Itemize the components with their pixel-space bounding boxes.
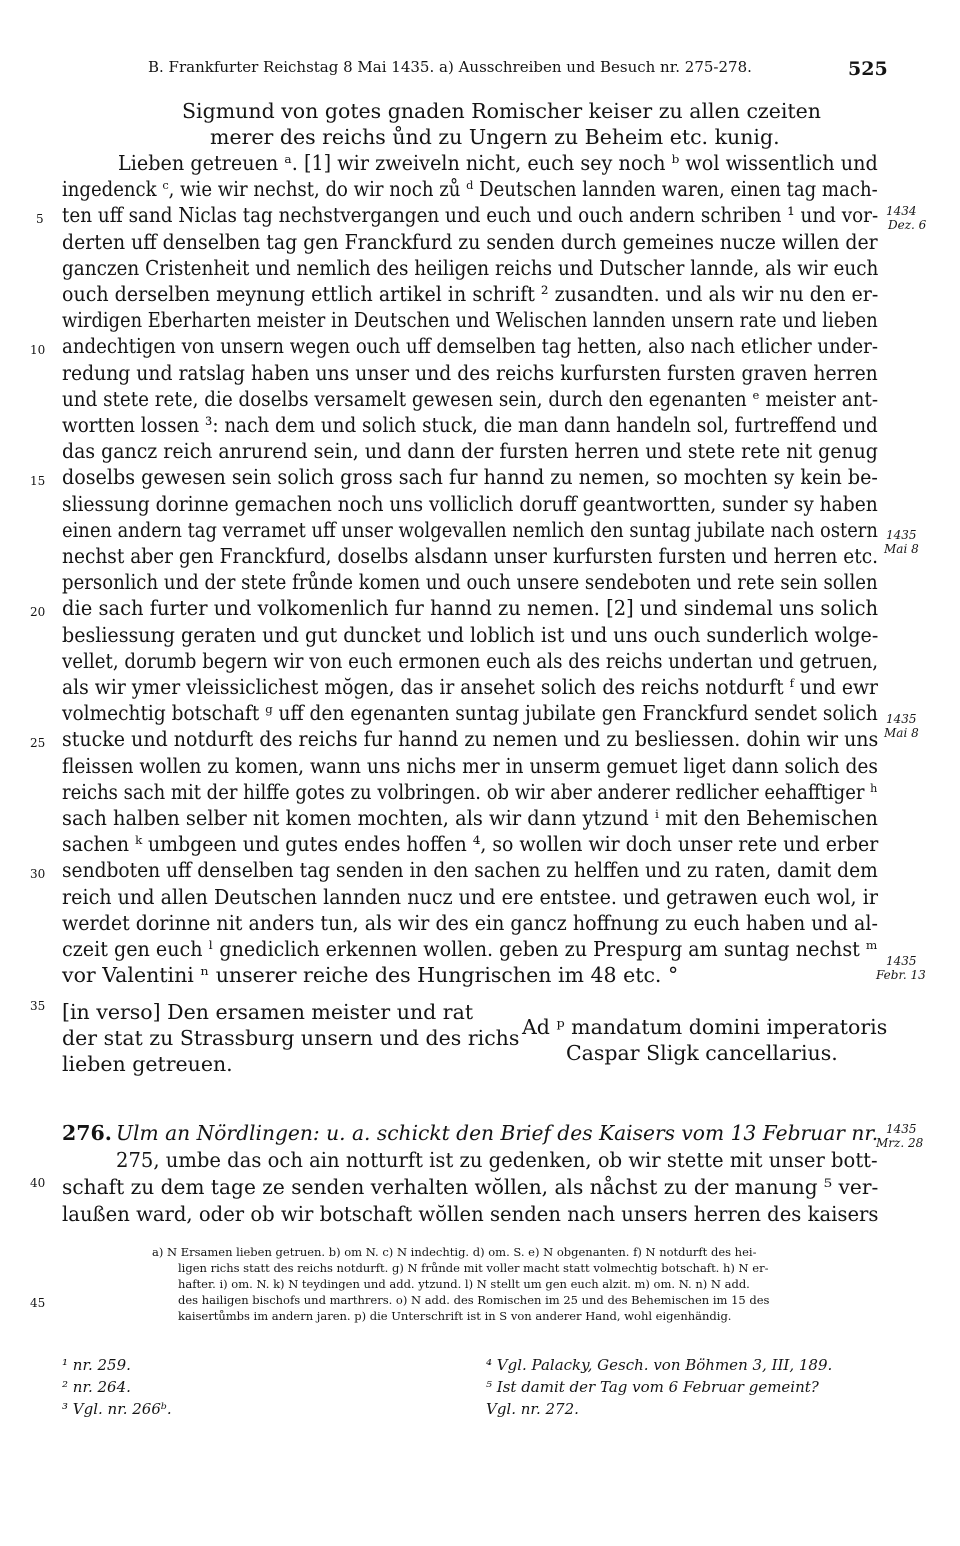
line-number: 45 [30,1296,46,1310]
apparatus-line: hafter. i) om. N. k) N teydingen und add. ytzund. l) N stellt um gen euch alzit. m) om. N. n) N add. [178,1277,750,1291]
body-line: derten uff denselben tag gen Franckfurd zu senden durch gemeines nucze willen der [62,229,878,254]
footnotes-left [62,1354,172,1420]
entry-line: schaft zu dem tage ze senden verhalten wŏllen, als nåchst zu der manung ⁵ ver- [62,1175,879,1199]
body-line: fleissen wollen zu komen, wann uns nichs mer in unserm gemuet liget dann solich des [62,753,878,778]
body-line: vellet, dorumb begern wir von euch ermonen euch als des reichs undertan und getruen, [62,648,879,673]
critical-apparatus [152,1244,769,1324]
body-line: personlich und der stete frůnde komen und ouch unsere sendeboten und rete sein sollen [62,570,878,595]
entry-line: 275, umbe das och ain notturft ist zu gedenken, ob wir stette mit unser bott- [116,1148,878,1172]
page-number: 525 [848,58,888,80]
body-line: werdet dorinne nit anders tun, als wir des ein gancz hoffnung zu euch haben und al- [62,910,878,935]
footnote: ² nr. 264. [62,1378,131,1396]
subscription-line: Ad ᵖ mandatum domini imperatoris [522,1015,888,1039]
body-line: vor Valentini ⁿ unserer reiche des Hungrischen im 48 etc. ° [62,963,679,988]
body-line: wirdigen Eberharten meister in Deutschen und Welischen lannden unsern rate und lieben [62,308,878,333]
body-line: Lieben getreuen ᵃ. [1] wir zweiveln nicht, euch sey noch ᵇ wol wissentlich und [118,151,878,175]
line-number: 20 [30,605,46,619]
body-line: redung und ratslag haben uns unser und des reichs kurfursten fursten graven herren [62,360,878,385]
apparatus-line: kaisertůmbs im andern jaren. p) die Unterschrift ist in S von anderer Hand, wohl eigenhändig. [178,1309,732,1323]
footnote: ⁴ Vgl. Palacky, Gesch. von Böhmen 3, III, 189. [486,1356,833,1374]
body-line: volmechtig botschaft ᵍ uff den egenanten suntag jubilate gen Franckfurd sendet solich [62,701,878,726]
body-line: sach halben selber nit komen mochten, als wir dann ytzund ⁱ mit den Behemischen [62,806,878,830]
margin-date: 1435 Mrz. 28 [876,1122,924,1150]
apparatus-line: des hailigen bischofs und marthrers. o) N add. des Romischen im 25 und des Behemischen im 15 des [178,1293,770,1307]
body-line: wortten lossen ³: nach dem und solich stuck, die man dann handeln sol, furtreffend und [62,413,878,437]
body-line: ingedenck ᶜ, wie wir nechst, do wir noch zů ᵈ Deutschen lannden waren, einen tag mach- [62,177,878,202]
line-number: 15 [30,474,46,488]
body-line: sendboten uff denselben tag senden in den sachen zu helffen und zu raten, damit dem [62,858,878,883]
body-line: doselbs gewesen sein solich gross sach fur hannd zu nemen, so mochten sy kein be- [62,465,878,490]
line-number: 10 [30,343,46,357]
line-number: 5 [36,212,44,226]
body-line: ouch derselben meynung ettlich artikel in schrift ² zusandten. und als wir nu den er- [62,282,879,306]
line-number: 40 [30,1176,46,1190]
body-line: reich und allen Deutschen lannden nucz und ere entstee. und getrawen euch wol, ir [62,884,878,909]
body-line: ganczen Cristenheit und nemlich des heiligen reichs und Dutscher lannde, als wir euch [62,255,879,280]
footnote: ⁵ Ist damit der Tag vom 6 Februar gemeint? [486,1378,819,1396]
body-line: sliessung dorinne gemachen noch uns volliclich doruff geantwortten, sunder sy haben [62,491,878,516]
address-line: der stat zu Strassburg unsern und des richs [62,1026,520,1051]
subscription-line: Caspar Sligk cancellarius. [566,1041,838,1066]
apparatus-line: a) N Ersamen lieben getruen. b) om N. c) N indechtig. d) om. S. e) N obgenanten. f) N notdurft des hei- [152,1245,757,1259]
body-line: czeit gen euch ˡ gnediclich erkennen wollen. geben zu Prespurg am suntag nechst ᵐ [62,937,878,961]
footnote: ¹ nr. 259. [62,1356,131,1374]
body-line: ten uff sand Niclas tag nechstvergangen und euch und ouch andern schriben ¹ und vor- [62,203,879,228]
running-header: B. Frankfurter Reichstag 8 Mai 1435. a) Ausschreiben und Besuch nr. 275-278. [148,58,752,76]
margin-date: 1435 Mai 8 [884,712,919,740]
entry-line: laußen ward, oder ob wir botschaft wŏllen senden nach unsers herren des kaisers [62,1202,879,1226]
address-line: lieben getreuen. [62,1052,233,1077]
body-line: stucke und notdurft des reichs fur hannd zu nemen und zu besliessen. dohin wir uns [62,727,879,752]
line-number: 30 [30,867,46,881]
body-line: einen andern tag verramet uff unser wolgevallen nemlich den suntag jubilate nach ostern [62,517,878,542]
entry-number: 276. [62,1121,112,1145]
margin-date: 1434 Dez. 6 [886,204,927,232]
footnote: Vgl. nr. 272. [486,1400,579,1418]
body-line: das gancz reich anrurend sein, und dann der fursten herren und stete rete nit genug [62,439,878,464]
footnotes-right [486,1354,832,1420]
intitulatio-line-1: Sigmund von gotes gnaden Romischer keiser zu allen czeiten [182,99,821,123]
margin-date: 1435 Mai 8 [884,528,919,556]
address-line: [in verso] Den ersamen meister und rat [62,1000,474,1024]
intitulatio-line-2: merer des reichs ůnd zu Ungern zu Beheim etc. kunig. [210,125,780,149]
body-line: reichs sach mit der hilffe gotes zu volbringen. ob wir aber anderer redlicher eehafftiger ʰ [62,779,878,804]
subscription-block [522,1014,887,1066]
entry-line: Ulm an Nördlingen: u. a. schickt den Brief des Kaisers vom 13 Februar nr. [116,1121,879,1145]
address-block [62,999,519,1078]
line-number: 35 [30,999,46,1013]
apparatus-line: ligen richs statt des reichs notdurft. g) N frůnde mit voller macht statt volmechtig botschaft. h) N er- [178,1261,769,1275]
body-line: sachen ᵏ umbgeen und gutes endes hoffen ⁴, so wollen wir doch unser rete und erber [62,832,879,857]
body-line: besliessung geraten und gut duncket und loblich ist und uns ouch sunderlich wolge- [62,622,879,647]
body-line: die sach furter und volkomenlich fur hannd zu nemen. [2] und sindemal uns solich [62,596,879,621]
body-line: und stete rete, die doselbs versamelt gewesen sein, durch den egenanten ᵉ meister ant- [62,386,879,411]
body-line: als wir ymer vleissiclichest mŏgen, das ir ansehet solich des reichs notdurft ᶠ und ewr [62,675,879,699]
margin-date: 1435 Febr. 13 [876,954,926,982]
body-line: andechtigen von unsern wegen ouch uff demselben tag hetten, also nach etlicher under- [62,334,878,359]
footnote: ³ Vgl. nr. 266ᵇ. [62,1400,172,1418]
body-line: nechst aber gen Franckfurd, doselbs alsdann unser kurfursten fursten und herren etc. [62,544,878,568]
line-number: 25 [30,736,46,750]
